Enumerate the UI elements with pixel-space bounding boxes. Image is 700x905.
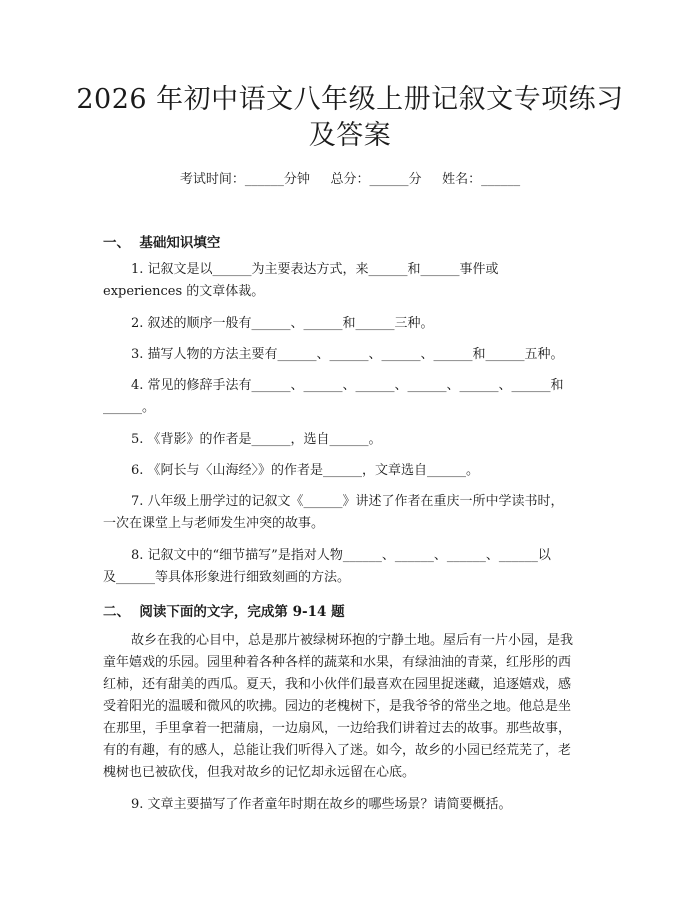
question-6: 6. 《阿长与〈山海经〉》的作者是______，文章选自______。 [131,463,480,478]
question-7-line-2: 一次在课堂上与老师发生冲突的故事。 [103,516,325,531]
passage-line: 槐树也已被砍伐，但我对故乡的记忆却永远留在心底。 [103,765,416,780]
question-8-line-2: 及______等具体形象进行细致刻画的方法。 [103,570,351,585]
question-1-line-2: experiences 的文章体裁。 [103,284,265,299]
question-8-line-1: 8. 记叙文中的“细节描写”是指对人物______、______、______、______以 [131,548,551,563]
passage-line: 故乡在我的心目中，总是那片被绿树环抱的宁静土地。屋后有一片小园，是我 [131,633,574,648]
document-title-line-1: 2026 年初中语文八年级上册记叙文专项练习 [76,84,624,115]
passage-line: 童年嬉戏的乐园。园里种着各种各样的蔬菜和水果，有绿油油的青菜，红彤彤的西 [103,655,572,670]
exam-meta-line: 考试时间：______分钟 总分：______分 姓名：______ [179,172,521,187]
question-7-line-1: 7. 八年级上册学过的记叙文《______》讲述了作者在重庆一所中学读书时， [131,494,564,509]
question-2: 2. 叙述的顺序一般有______、______和______三种。 [131,316,434,331]
question-1-line-1: 1. 记叙文是以______为主要表达方式，来______和______事件或 [131,262,499,277]
question-3: 3. 描写人物的方法主要有______、______、______、______和______五种。 [131,347,564,362]
section-2-heading: 二、 阅读下面的文字，完成第 9-14 题 [103,604,345,620]
question-4-line-1: 4. 常见的修辞手法有______、______、______、______、______、______和 [131,378,564,393]
passage-line: 受着阳光的温暖和微风的吹拂。园边的老槐树下，是我爷爷的常坐之地。他总是坐 [103,699,572,714]
passage-line: 红柿，还有甜美的西瓜。夏天，我和小伙伴们最喜欢在园里捉迷藏，追逐嬉戏，感 [103,677,572,692]
question-9: 9. 文章主要描写了作者童年时期在故乡的哪些场景？请简要概括。 [131,797,512,812]
passage-line: 在那里，手里拿着一把蒲扇，一边扇风，一边给我们讲着过去的故事。那些故事， [103,721,572,736]
question-5: 5. 《背影》的作者是______，选自______。 [131,432,382,447]
passage-line: 有的有趣，有的感人，总能让我们听得入了迷。如今，故乡的小园已经荒芜了，老 [103,743,572,758]
question-4-line-2: ______。 [103,400,156,415]
section-1-heading: 一、 基础知识填空 [103,235,221,251]
document-title-line-2: 及答案 [308,120,392,151]
